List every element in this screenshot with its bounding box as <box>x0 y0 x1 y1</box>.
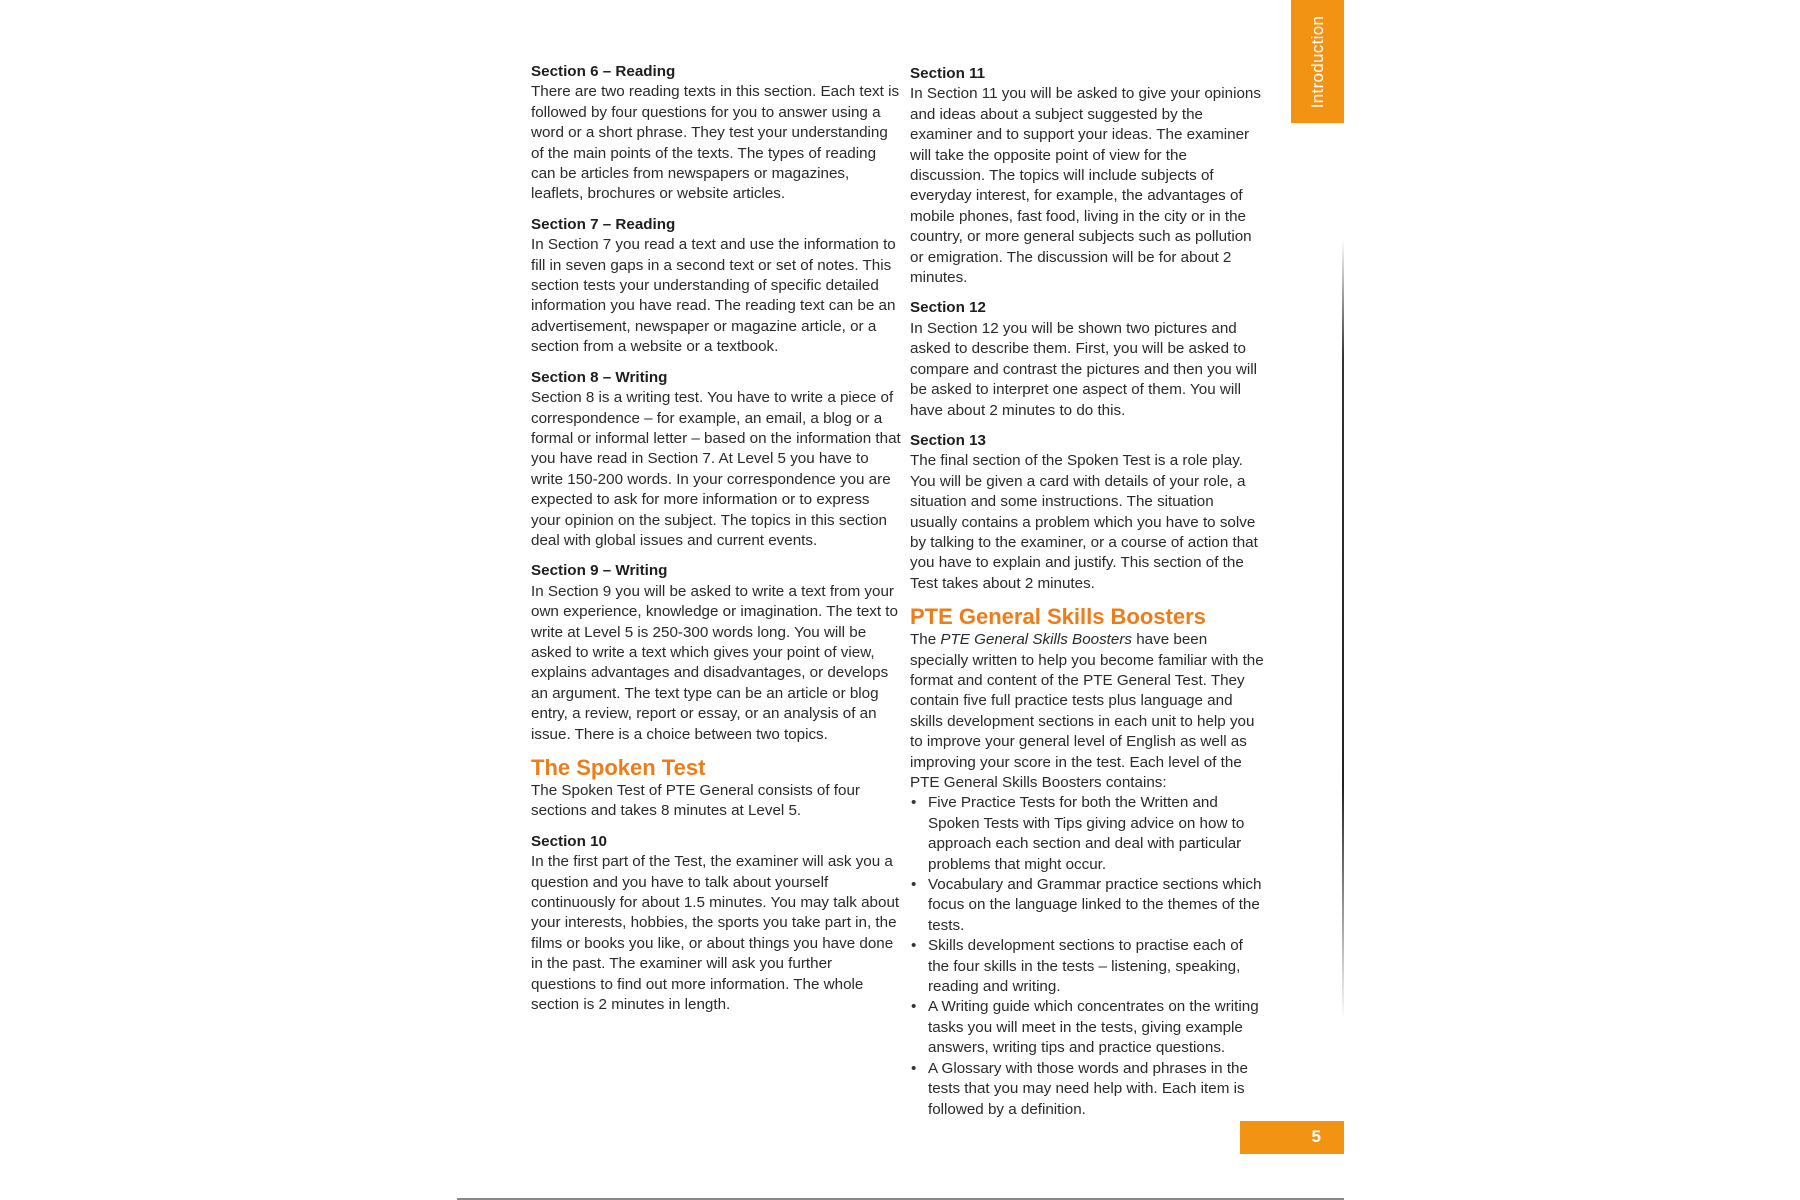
section-9 <box>531 561 901 745</box>
section-8 <box>531 368 901 552</box>
boosters-intro <box>910 630 1265 793</box>
section-body: Section 8 is a writing test. You have to write a piece of correspondence – for example, an email, a blog or a formal or informal letter – based on the information that you have read in Section 7. At Level 5 you have to write 150-200 words. In your correspondence you are expected to ask for more information or to express your opinion on the subject. The topics in this section deal with global issues and current events. <box>531 389 901 549</box>
boosters-list <box>910 793 1265 1120</box>
list-item: • A Glossary with those words and phrases in the tests that you may need help with. Each item is followed by a definition. <box>928 1059 1265 1120</box>
section-heading: Section 6 – Reading <box>531 63 676 80</box>
chapter-tab-label: Introduction <box>1307 15 1327 108</box>
boosters-intro-pre: The <box>910 631 941 649</box>
section-body: There are two reading texts in this section. Each text is followed by four questions for you to answer using a word or a short phrase. They test your understanding of the main points of the texts. The types of reading can be articles from newspapers or magazines, leaflets, brochures or website articles. <box>531 83 900 203</box>
page-edge-divider <box>1342 240 1344 1020</box>
section-heading: Section 11 <box>910 65 986 82</box>
section-13 <box>910 431 1265 594</box>
chapter-tab <box>1291 0 1344 123</box>
right-column <box>910 64 1265 1120</box>
list-item: • A Writing guide which concentrates on the writing tasks you will meet in the tests, giving example answers, writing tips and practice questions. <box>928 997 1265 1058</box>
section-heading: Section 9 – Writing <box>531 562 668 580</box>
section-heading: Section 10 <box>531 832 607 850</box>
list-item: • Five Practice Tests for both the Written and Spoken Tests with Tips giving advice on how to approach each section and deal with particular problems that might occur. <box>928 793 1265 875</box>
page-number: 5 <box>1311 1127 1321 1146</box>
section-10 <box>531 832 901 1016</box>
section-6 <box>531 62 901 205</box>
list-item: • Skills development sections to practise each of the four skills in the tests – listening, speaking, reading and writing. <box>928 936 1265 997</box>
boosters-title: PTE General Skills Boosters <box>910 604 1206 630</box>
spoken-test-intro: The Spoken Test of PTE General consists of four sections and takes 8 minutes at Level 5. <box>531 782 860 820</box>
section-body: In Section 9 you will be asked to write a text from your own experience, knowledge or imagination. The text to write at Level 5 is 250-300 words long. You will be asked to write a text which gives your point of view, explains advantages and disadvantages, or develops an argument. The text type can be an article or blog entry, a review, report or essay, or an analysis of an issue. There is a choice between two topics. <box>531 582 898 743</box>
section-body: In Section 12 you will be shown two pictures and asked to describe them. First, you will be asked to compare and contrast the pictures and then you will be asked to interpret one aspect of them. You will have about 2 minutes to do this. <box>910 319 1257 419</box>
section-heading: Section 8 – Writing <box>531 368 668 386</box>
section-7 <box>531 215 901 358</box>
section-11 <box>910 64 1265 288</box>
page-number-box <box>1240 1121 1344 1154</box>
section-heading: Section 7 – Reading <box>531 215 676 233</box>
spoken-test-title: The Spoken Test <box>531 755 706 780</box>
section-body: In the first part of the Test, the examiner will ask you a question and you have to talk about yourself continuously for about 1.5 minutes. You may talk about your interests, hobbies, the sports you take part in, the films or books you like, or about things you have done in the past. The examiner will ask you further questions to find out more information. The whole section is 2 minutes in length. <box>531 853 900 1014</box>
section-body: In Section 11 you will be asked to give your opinions and ideas about a subject suggested by the examiner and to support your ideas. The examiner will take the opposite point of view for the discussion. The topics will include subjects of everyday interest, for example, the advantages of mobile phones, fast food, living in the city or in the country, or more general subjects such as pollution or emigration. The discussion will be for about 2 minutes. <box>910 85 1261 287</box>
boosters-intro-post: have been specially written to help you become familiar with the format and content of the PTE General Test. They contain five full practice tests plus language and skills development sections in each unit to help you to improve your general level of English as well as improving your score in the test. Each level of the PTE General Skills Boosters contains: <box>910 631 1264 791</box>
section-heading: Section 12 <box>910 299 986 317</box>
boosters-intro-italic: PTE General Skills Boosters <box>940 631 1132 649</box>
left-column <box>531 62 901 1025</box>
section-heading: Section 13 <box>910 431 986 449</box>
section-body: In Section 7 you read a text and use the information to fill in seven gaps in a second text or set of notes. This section tests your understanding of specific detailed information you have read. The reading text can be an advertisement, newspaper or magazine article, or a section from a website or a textbook. <box>531 236 896 356</box>
section-12 <box>910 298 1265 420</box>
section-body: The final section of the Spoken Test is a role play. You will be given a card with details of your role, a situation and some instructions. The situation usually contains a problem which you have to solve by talking to the examiner, or a course of action that you have to explain and justify. This section of the Test takes about 2 minutes. <box>910 452 1258 592</box>
list-item: • Vocabulary and Grammar practice sections which focus on the language linked to the themes of the tests. <box>928 875 1265 936</box>
